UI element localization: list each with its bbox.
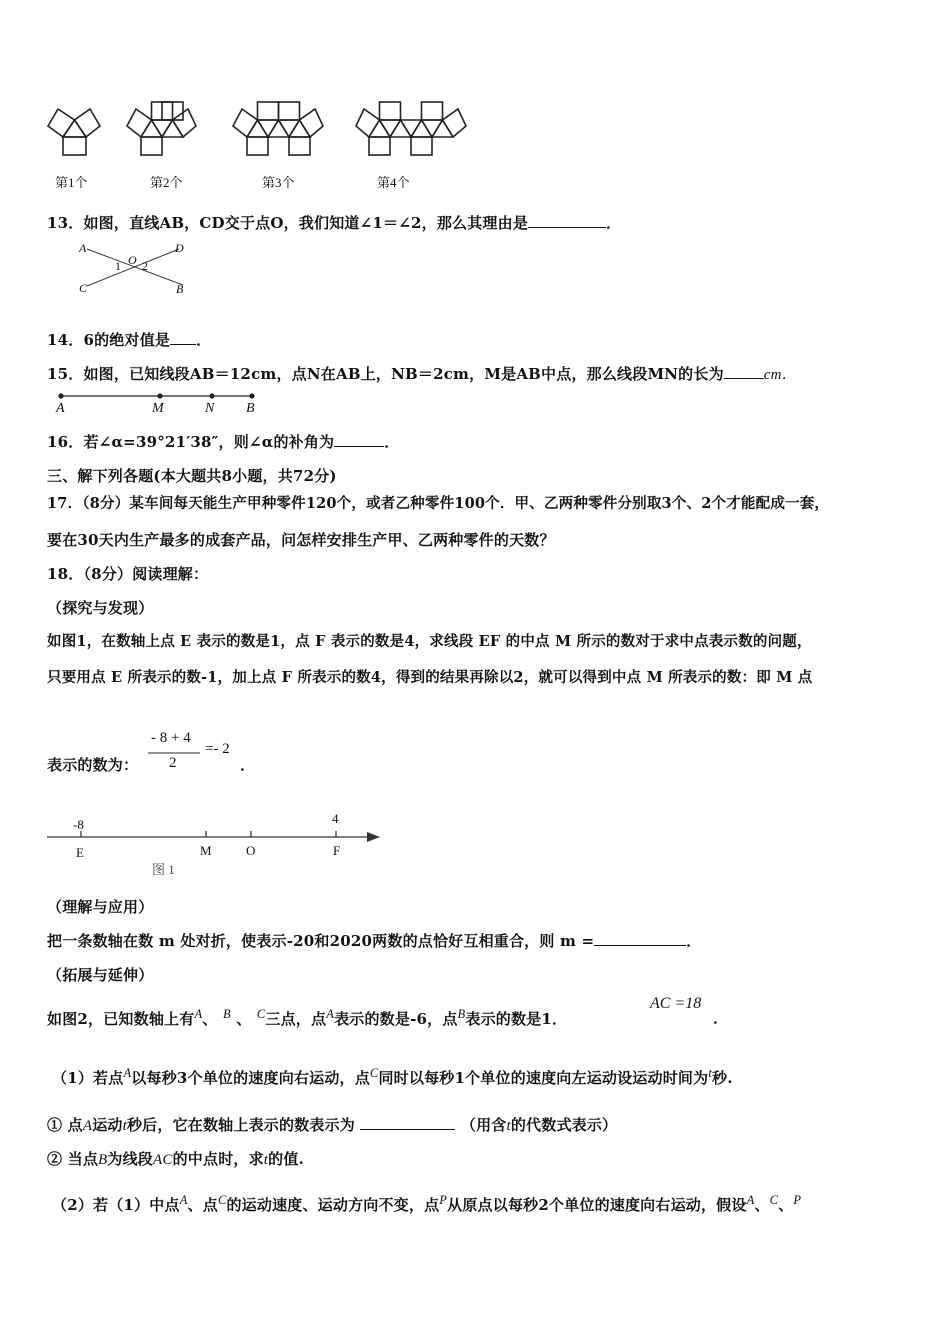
q15-segment [55,388,275,408]
fig1-label-E: E [76,845,84,860]
q18-sub2: （2）若（1）中点$^A$、点$^C$的运动速度、运动方向不变，点$^P$从原点以每秒2个单位的速度向右运动，假设$^A$、$^C$、$^P$ [52,1193,802,1214]
extend-end: ． [713,1009,729,1027]
question-15: 15．如图，已知线段AB＝12cm，点N在AB上，NB＝2cm，M是AB中点，那么线段MN的长为 cm． [47,365,797,383]
q18-explore-line-1: 如图1，在数轴上点 E 表示的数是1，点 F 表示的数是4，求线段 EF 的中点 M 所示的数对于求中点表示数的问题， [47,633,812,650]
q13-label-2: 2 [142,259,148,273]
q18-sub1-part1: ① 点A运动t秒后，它在数轴上表示的数表示为 （用含t的代数式表示） [47,1116,618,1134]
pattern-figure-2 [127,102,196,155]
q13-label-C: C [79,281,88,295]
question-13: 13．如图，直线AB，CD交于点O，我们知道∠1＝∠2，那么其理由是 ． [47,214,622,232]
q18-apply-text: 把一条数轴在数 m 处对折，使表示-20和2020两数的点恰好互相重合，则 m = [47,932,595,950]
fig1-label-F: F [333,843,341,858]
q14-text: 14．6的绝对值是 [47,331,171,349]
fig1-label-M: M [200,843,212,858]
q18-explore-title: （探究与发现） [47,599,154,617]
pattern-figure-1 [48,109,100,155]
fig1-caption: 图 1 [152,862,175,877]
pattern-label-2: 第2个 [150,175,183,190]
q17-line-2: 要在30天内生产最多的成套产品，问怎样安排生产甲、乙两种零件的天数？ [47,531,555,549]
extend-formula: AC =18 [650,995,702,1012]
fig1-tick-4: 4 [332,811,339,826]
fraction-bar [148,752,208,756]
q18-sub1-part2: ② 当点B为线段AC的中点时，求t的值. [47,1150,304,1168]
result-end: ． [240,756,256,774]
q16-text: 16．若∠α=39°21′38″，则∠α的补角为 [47,433,335,451]
fraction-numerator: - 8 + 4 [151,730,191,746]
question-14: 14．6的绝对值是 ． [47,331,212,349]
q13-text: 13．如图，直线AB，CD交于点O，我们知道∠1＝∠2，那么其理由是 [47,214,529,232]
q18-intro: 18．（8分）阅读理解： [47,565,209,583]
q15-label-N: N [205,401,215,416]
fraction-denominator: 2 [169,755,177,771]
pattern-label-1: 第1个 [55,175,88,190]
q13-label-O: O [128,253,137,267]
q18-result-prefix: 表示的数为： [47,756,139,774]
q15-label-M: M [152,401,164,416]
q18-apply-blank[interactable] [594,931,686,946]
part1-answer-blank[interactable] [360,1115,455,1130]
q18-apply-title: （理解与应用） [47,898,154,916]
q15-answer-blank[interactable] [724,364,764,379]
q16-answer-blank[interactable] [334,432,384,447]
q14-answer-blank[interactable] [170,330,196,345]
q18-extend-title: （拓展与延伸） [47,966,154,984]
q18-sub1: （1）若点$^A$以每秒3个单位的速度向右运动，点$^C$同时以每秒1个单位的速度向左运动设运动时间为$^t$秒. [52,1066,733,1087]
q13-label-1: 1 [115,259,121,273]
fig1-label-O: O [246,843,256,858]
q15-text: 15．如图，已知线段AB＝12cm，点N在AB上，NB＝2cm，M是AB中点，那么线段MN的长为 [47,365,724,383]
q15-label-B: B [246,401,255,416]
q13-label-B: B [176,282,184,296]
q13-label-D: D [175,241,184,255]
question-16: 16．若∠α=39°21′38″，则∠α的补角为 ． [47,433,400,451]
fraction-result: =- 2 [205,741,230,757]
figure-1-number-line [45,825,405,865]
pattern-figure-3 [233,102,323,155]
pattern-label-3: 第3个 [262,175,295,190]
pattern-figures [0,0,950,200]
q18-extend-line: 如图2，已知数轴上有$^A$、 $^B$ 、 $^C$三点，点$^A$表示的数是-6，点$^B$表示的数是1． [47,1007,568,1028]
q18-apply: 把一条数轴在数 m 处对折，使表示-20和2020两数的点恰好互相重合，则 m = ． [47,932,702,950]
section-3-title: 三、解下列各题(本大题共8小题，共72分) [47,467,337,485]
pattern-label-4: 第4个 [377,175,410,190]
q15-label-A: A [56,401,65,416]
q13-label-A: A [79,241,87,255]
q17-line-1: 17．（8分）某车间每天能生产甲种零件120个，或者乙种零件100个．甲、乙两种零件分别取3个、2个才能配成一套， [47,495,830,512]
fig1-tick-neg8: -8 [73,817,84,832]
q13-answer-blank[interactable] [528,213,606,228]
q18-explore-line-2: 只要用点 E 所表示的数-1，加上点 F 所表示的数4，得到的结果再除以2，就可以得到中点 M 所表示的数：即 M 点 [47,669,813,686]
pattern-figure-4 [356,102,466,155]
